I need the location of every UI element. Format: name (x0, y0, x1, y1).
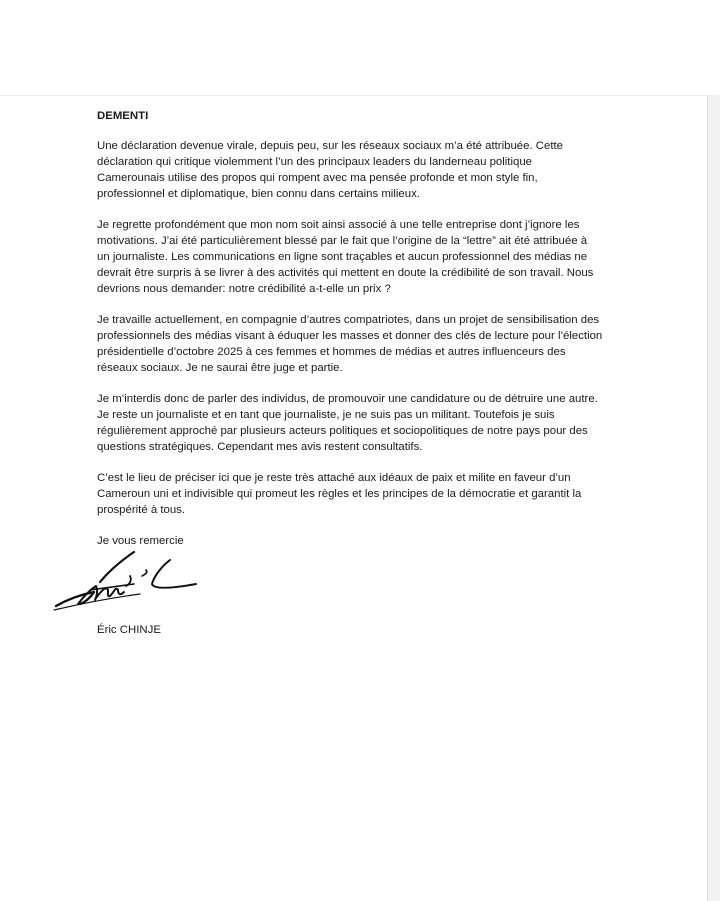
paragraph-line: Cameroun uni et indivisible qui promeut les règles et les principes de la démocratie et garantit la (97, 488, 582, 500)
signer-name: Éric CHINJE (97, 624, 161, 636)
top-blank-area (0, 0, 720, 95)
paragraph-list (97, 138, 627, 518)
paragraph-line: Je m’interdis donc de parler des individus, de promouvoir une candidature ou de détruire une autre. (97, 393, 598, 405)
closing-line: Je vous remercie (97, 535, 184, 547)
paragraph-line: un journaliste. Les communications en ligne sont traçables et aucun professionnel des médias ne (97, 251, 588, 263)
document-page (0, 95, 708, 901)
paragraph-line: devrions nous demander: notre crédibilité a-t-elle un prix ? (97, 283, 391, 295)
paragraph-line: réseaux sociaux. Je ne saurai être juge et partie. (97, 362, 343, 374)
handwritten-signature (50, 546, 210, 616)
paragraph-line: Je reste un journaliste et en tant que journaliste, je ne suis pas un militant. Toutefois je suis (97, 409, 555, 421)
document-heading: DEMENTI (97, 110, 149, 122)
paragraph-line: professionnel et diplomatique, bien connu dans certains milieux. (97, 188, 420, 200)
paragraph-line: régulièrement approché par plusieurs acteurs politiques et sociopolitiques de notre pays pour des (97, 425, 588, 437)
paragraph-line: présidentielle d’octobre 2025 à ces femmes et hommes de médias et autres influenceurs des (97, 346, 566, 358)
paragraph (97, 138, 627, 202)
paragraph-line: Camerounais utilise des propos qui rompent avec ma pensée profonde et mon style fin, (97, 172, 538, 184)
paragraph-line: Je travaille actuellement, en compagnie d’autres compatriotes, dans un projet de sensibilisation des (97, 314, 600, 326)
paragraph-line: motivations. J’ai été particulièrement blessé par le fait que l’origine de la “lettre” ait été attribuée à (97, 235, 588, 247)
paragraph (97, 391, 627, 455)
paragraph-line: Une déclaration devenue virale, depuis peu, sur les réseaux sociaux m’a été attribuée. Cette (97, 140, 564, 152)
viewer-gutter (708, 95, 720, 901)
paragraph-line: C’est le lieu de préciser ici que je reste très attaché aux idéaux de paix et milite en faveur d’un (97, 472, 571, 484)
paragraph-line: prospérité à tous. (97, 504, 186, 516)
paragraph (97, 470, 627, 518)
paragraph-line: Je regrette profondément que mon nom soit ainsi associé à une telle entreprise dont j’ignore les (97, 219, 580, 231)
paragraph (97, 312, 627, 376)
paragraph (97, 217, 627, 297)
paragraph-line: professionnels des médias visant à éduquer les masses et donner des clés de lecture pour l’élection (97, 330, 603, 342)
paragraph-line: déclaration qui critique violemment l’un des principaux leaders du landerneau politique (97, 156, 533, 168)
paragraph-line: devrait être surpris à se livrer à des activités qui mettent en doute la crédibilité de son travail. Nous (97, 267, 594, 279)
document-body (97, 108, 627, 549)
paragraph-line: questions stratégiques. Cependant mes avis restent consultatifs. (97, 441, 423, 453)
